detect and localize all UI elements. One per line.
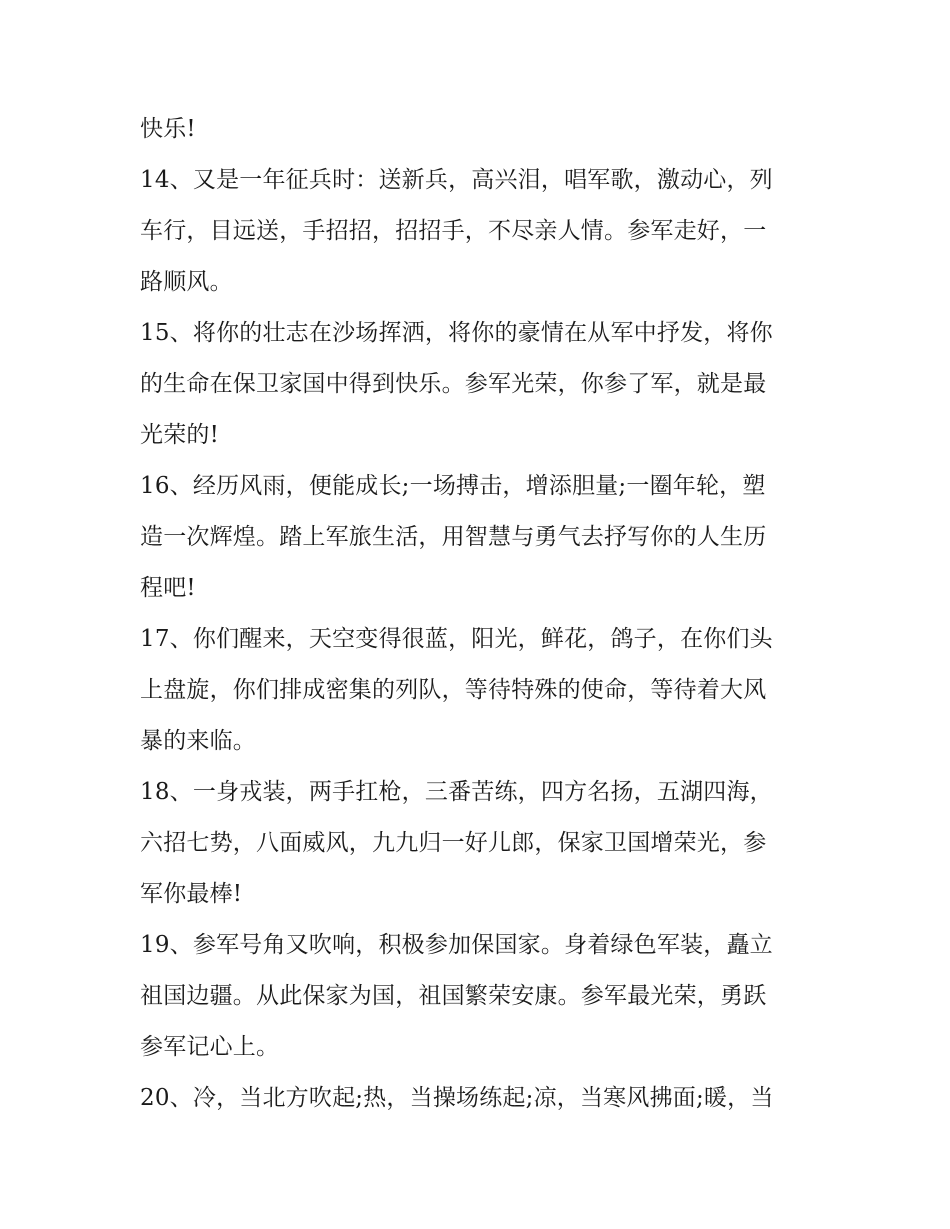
text-line: 18、一身戎装，两手扛枪，三番苦练，四方名扬，五湖四海， [140, 779, 773, 805]
text-line: 14、又是一年征兵时：送新兵，高兴泪，唱军歌，激动心，列 [140, 167, 773, 193]
text-line: 军你最棒! [140, 881, 243, 907]
text-line: 15、将你的壮志在沙场挥洒，将你的豪情在从军中抒发，将你 [140, 320, 773, 346]
text-line: 的生命在保卫家国中得到快乐。参军光荣，你参了军，就是最 [140, 371, 767, 397]
document-body [140, 104, 820, 1124]
text-line: 车行，目远送，手招招，招招手，不尽亲人情。参军走好，一 [140, 218, 767, 244]
text-line: 17、你们醒来，天空变得很蓝，阳光，鲜花，鸽子，在你们头 [140, 626, 773, 652]
text-line: 程吧! [140, 575, 196, 601]
text-line: 暴的来临。 [140, 728, 256, 754]
text-line: 光荣的! [140, 422, 220, 448]
text-line: 参军记心上。 [140, 1034, 280, 1060]
text-line: 造一次辉煌。踏上军旅生活，用智慧与勇气去抒写你的人生历 [140, 524, 767, 550]
text-line: 六招七势，八面威风，九九归一好儿郎，保家卫国增荣光，参 [140, 830, 767, 856]
text-line: 19、参军号角又吹响，积极参加保国家。身着绿色军装，矗立 [140, 932, 773, 958]
text-line: 上盘旋，你们排成密集的列队，等待特殊的使命，等待着大风 [140, 677, 767, 703]
text-line: 16、经历风雨，便能成长;一场搏击，增添胆量;一圈年轮，塑 [140, 473, 766, 499]
text-line: 快乐! [140, 116, 196, 142]
text-line: 路顺风。 [140, 269, 233, 295]
text-line: 祖国边疆。从此保家为国，祖国繁荣安康。参军最光荣，勇跃 [140, 983, 767, 1009]
text-line: 20、冷，当北方吹起;热，当操场练起;凉，当寒风拂面;暖，当 [140, 1085, 774, 1111]
